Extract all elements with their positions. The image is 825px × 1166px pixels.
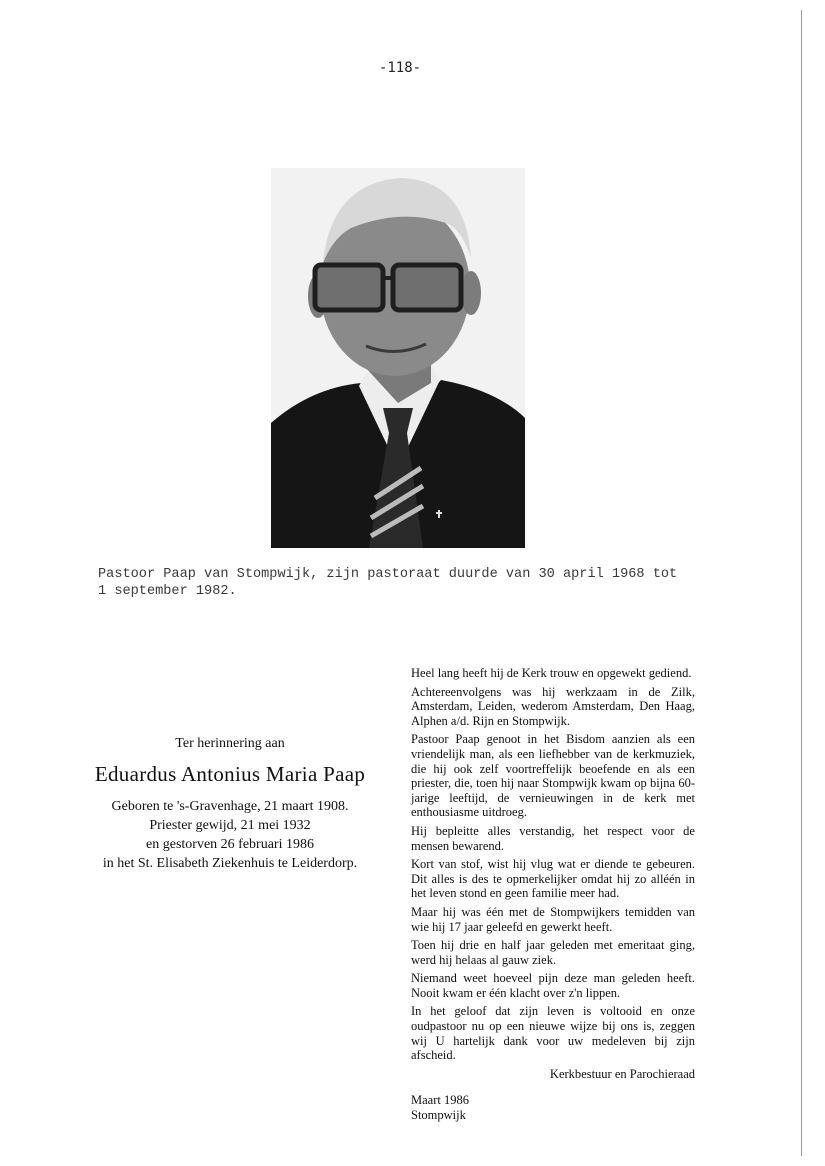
page-number: -118-: [378, 60, 422, 76]
page-edge-rule: [801, 10, 802, 1156]
portrait-photo: [271, 168, 525, 548]
paragraph: Pastoor Paap genoot in het Bisdom aanzien als een vriendelijk man, als een liefhebber van de kerkmuziek, die hij ook zelf voortreffelijk beoefende en als een priester, die, toen hij naar Stompwijk kwam op bijna 60-jarige leeftijd, de vernieuwingen in de kerk met enthousiasme uitdroeg.: [411, 732, 695, 820]
paragraph: Maar hij was één met de Stompwijkers temidden van wie hij 17 jaar geleefd en gewerkt heeft.: [411, 904, 695, 934]
paragraph: Toen hij drie en half jaar geleden met emeritaat ging, werd hij helaas al gauw ziek.: [411, 938, 695, 967]
death-line: en gestorven 26 februari 1986: [146, 837, 314, 852]
paragraph: Kort van stof, wist hij vlug wat er diende te gebeuren. Dit alles is des te opmerkelijker omdat hij zo alléén in het leven stond en geen familie meer had.: [411, 857, 695, 901]
memorial-block: [60, 735, 400, 873]
birth-line: Geboren te 's-Gravenhage, 21 maart 1908.: [111, 799, 349, 814]
closing-place: Stompwijk: [411, 1108, 466, 1123]
closing-date: Maart 1986: [411, 1093, 469, 1108]
eulogy-text: [411, 666, 695, 1123]
photo-caption: Pastoor Paap van Stompwijk, zijn pastoraat duurde van 30 april 1968 tot 1 september 1982.: [98, 567, 678, 599]
paragraph: In het geloof dat zijn leven is voltooid en onze oudpastoor nu op een nieuwe wijze bij ons is, zeggen wij U hartelijk dank voor uw medeleven bij zijn afscheid.: [411, 1004, 695, 1063]
memorial-intro: Ter herinnering aan: [175, 736, 285, 751]
death-place-line: in het St. Elisabeth Ziekenhuis te Leiderdorp.: [102, 856, 358, 871]
portrait-photo-icon: [271, 168, 525, 548]
ordination-line: Priester gewijd, 21 mei 1932: [149, 818, 311, 833]
paragraph: Achtereenvolgens was hij werkzaam in de Zilk, Amsterdam, Leiden, wederom Amsterdam, Den Haag, Alphen a/d. Rijn en Stompwijk.: [411, 684, 695, 728]
paragraph: Hij bepleitte alles verstandig, het respect voor de mensen bewarend.: [411, 823, 695, 853]
paragraph: Niemand weet hoeveel pijn deze man geleden heeft. Nooit kwam er één klacht over z'n lippen.: [411, 971, 695, 1000]
paragraph: Heel lang heeft hij de Kerk trouw en opgewekt gediend.: [411, 666, 692, 680]
signature: Kerkbestuur en Parochieraad: [549, 1066, 695, 1081]
deceased-name: Eduardus Antonius Maria Paap: [94, 762, 366, 786]
